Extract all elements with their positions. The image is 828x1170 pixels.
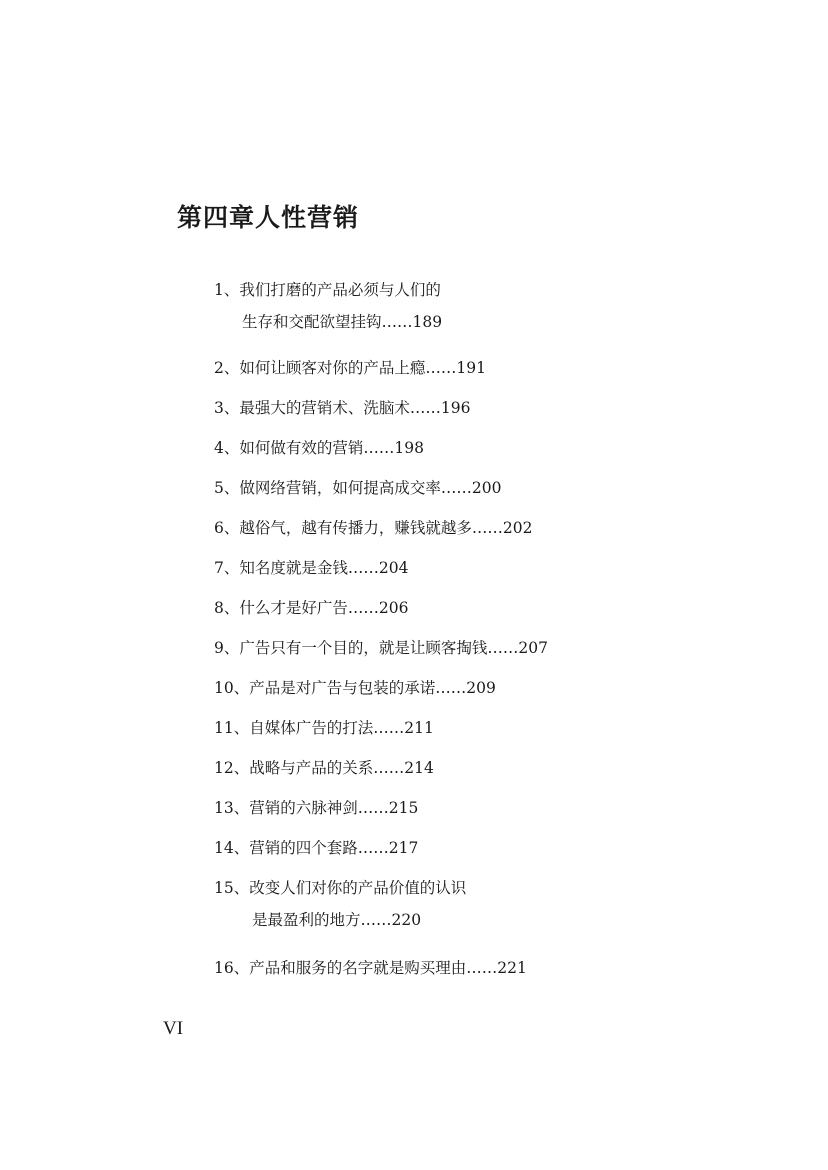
toc-item-title: 13、营销的六脉神剑……215: [214, 799, 419, 817]
toc-item-title: 3、最强大的营销术、洗脑术……196: [214, 399, 471, 417]
toc-item-title: 8、什么才是好广告……206: [214, 599, 409, 617]
toc-item-3: [214, 398, 470, 418]
toc-item-title: 1、我们打磨的产品必须与人们的: [214, 281, 441, 299]
toc-item-title: 4、如何做有效的营销……198: [214, 439, 424, 457]
toc-item-2: [214, 358, 486, 378]
toc-item-15: [214, 878, 466, 930]
toc-item-title: 15、改变人们对你的产品价值的认识: [214, 879, 467, 897]
toc-item-title: 9、广告只有一个目的，就是让顾客掏钱……207: [214, 639, 548, 657]
toc-item-8: [214, 598, 408, 618]
toc-item-title: 7、知名度就是金钱……204: [214, 559, 409, 577]
toc-item-5: [214, 478, 501, 498]
toc-item-9: [214, 638, 548, 658]
toc-item-4: [214, 438, 424, 458]
page-number: VI: [163, 1018, 184, 1039]
toc-item-13: [214, 798, 418, 818]
toc-item-title: 10、产品是对广告与包装的承诺……209: [214, 679, 496, 697]
chapter-title: 第四章人性营销: [177, 203, 360, 232]
toc-item-6: [214, 518, 532, 538]
toc-item-16: [214, 958, 527, 978]
toc-item-title: 5、做网络营销，如何提高成交率……200: [214, 479, 502, 497]
toc-item-14: [214, 838, 418, 858]
toc-item-12: [214, 758, 434, 778]
toc-item-10: [214, 678, 496, 698]
toc-item-continuation: 是最盈利的地方……220: [252, 911, 422, 929]
toc-item-title: 6、越俗气，越有传播力，赚钱就越多……202: [214, 519, 533, 537]
toc-item-continuation: 生存和交配欲望挂钩……189: [242, 313, 443, 331]
toc-item-1: [214, 280, 442, 332]
toc-item-7: [214, 558, 408, 578]
toc-item-title: 11、自媒体广告的打法……211: [214, 719, 434, 737]
toc-item-title: 12、战略与产品的关系……214: [214, 759, 434, 777]
toc-item-title: 14、营销的四个套路……217: [214, 839, 419, 857]
toc-item-11: [214, 718, 434, 738]
toc-item-title: 16、产品和服务的名字就是购买理由……221: [214, 959, 527, 977]
toc-item-title: 2、如何让顾客对你的产品上瘾……191: [214, 359, 486, 377]
